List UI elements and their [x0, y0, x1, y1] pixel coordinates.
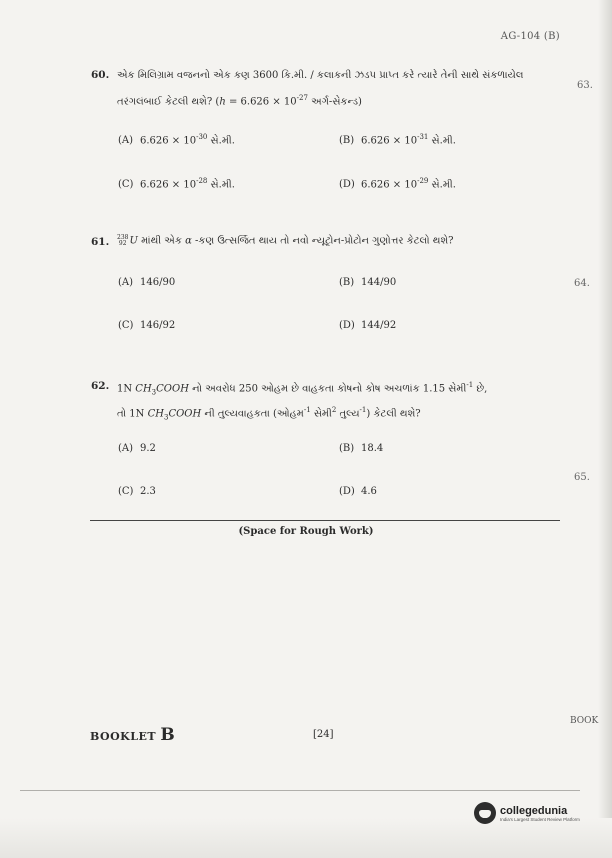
question-60-option-a[interactable]: (A) $6.626 \times 10^{-30}$ સે.મી.	[118, 133, 235, 147]
question-62-option-b[interactable]: (B) 18.4	[339, 443, 384, 454]
watermark-name: collegedunia	[500, 804, 568, 817]
side-number-65: 65.	[574, 472, 590, 483]
question-61-number: 61.	[91, 236, 110, 248]
question-61-text: 238 92 U માંથી એક α -કણ ઉત્સર્જિત થાય તો નવો ન્યૂટ્રોન-પ્રોટોન ગુણોત્તર કેટલો થશે?	[117, 234, 454, 247]
page-edge-shadow	[598, 0, 612, 858]
watermark-tagline: India's Largest Student Review Platform	[500, 816, 580, 822]
question-61-option-c[interactable]: (C) 146/92	[118, 320, 176, 331]
rough-work-divider	[90, 520, 560, 521]
question-61-option-b[interactable]: (B) 144/90	[339, 277, 397, 288]
adjacent-page-edge-text: BOOK	[570, 716, 599, 726]
watermark-logo	[474, 802, 580, 824]
question-60-number: 60.	[91, 69, 110, 81]
question-62-option-d[interactable]: (D) 4.6	[339, 486, 377, 497]
question-62-number: 62.	[91, 380, 110, 392]
question-62-option-c[interactable]: (C) 2.3	[118, 486, 156, 497]
side-number-64: 64.	[574, 278, 590, 289]
question-60-text-line1: એક મિલિગ્રામ વજનનો એક કણ 3600 કિ.મી. / કલાકની ઝડપ પ્રાપ્ત કરે ત્યારે તેની સાથે સંકળાયેલ	[117, 70, 524, 81]
paper-code: AG-104 (B)	[500, 31, 560, 42]
question-62-text-line2: તો 1N $CH_3COOH$ ની તુલ્યવાહકતા (ઓહમ$^{-1}$ સેમી$^2$ તુલ્ય$^{-1}$) કેટલી થશે?	[117, 406, 421, 422]
question-61-option-a[interactable]: (A) 146/90	[118, 277, 176, 288]
graduate-icon	[474, 802, 496, 824]
question-60-option-c[interactable]: (C) $6.626 \times 10^{-28}$ સે.મી.	[118, 177, 235, 191]
question-62-option-a[interactable]: (A) 9.2	[118, 443, 156, 454]
isotope-notation: 238 92	[117, 234, 129, 247]
question-62-text-line1: 1N $CH_3COOH$ નો અવરોધ 250 ઓહમ છે વાહકતા કોષનો કોષ અચળાંક 1.15 સેમી$^{-1}$ છે,	[117, 381, 488, 397]
side-number-63: 63.	[577, 80, 593, 91]
page-bottom-border	[20, 790, 580, 791]
question-60-text-line2: તરંગલંબાઈ કેટલી થશે? ($h = 6.626 \times 10^{-27}$ અર્ગ-સેકન્ડ)	[117, 94, 362, 108]
rough-work-label: (Space for Rough Work)	[238, 526, 374, 537]
page-bottom-shadow	[0, 818, 612, 858]
question-61-option-d[interactable]: (D) 144/92	[339, 320, 397, 331]
question-60-option-b[interactable]: (B) $6.626 \times 10^{-31}$ સે.મી.	[339, 133, 456, 147]
booklet-label: BOOKLET B	[90, 725, 176, 745]
page-number: [24]	[313, 729, 334, 740]
booklet-letter: B	[160, 725, 176, 745]
question-60-option-d[interactable]: (D) $6.626 \times 10^{-29}$ સે.મી.	[339, 177, 456, 191]
